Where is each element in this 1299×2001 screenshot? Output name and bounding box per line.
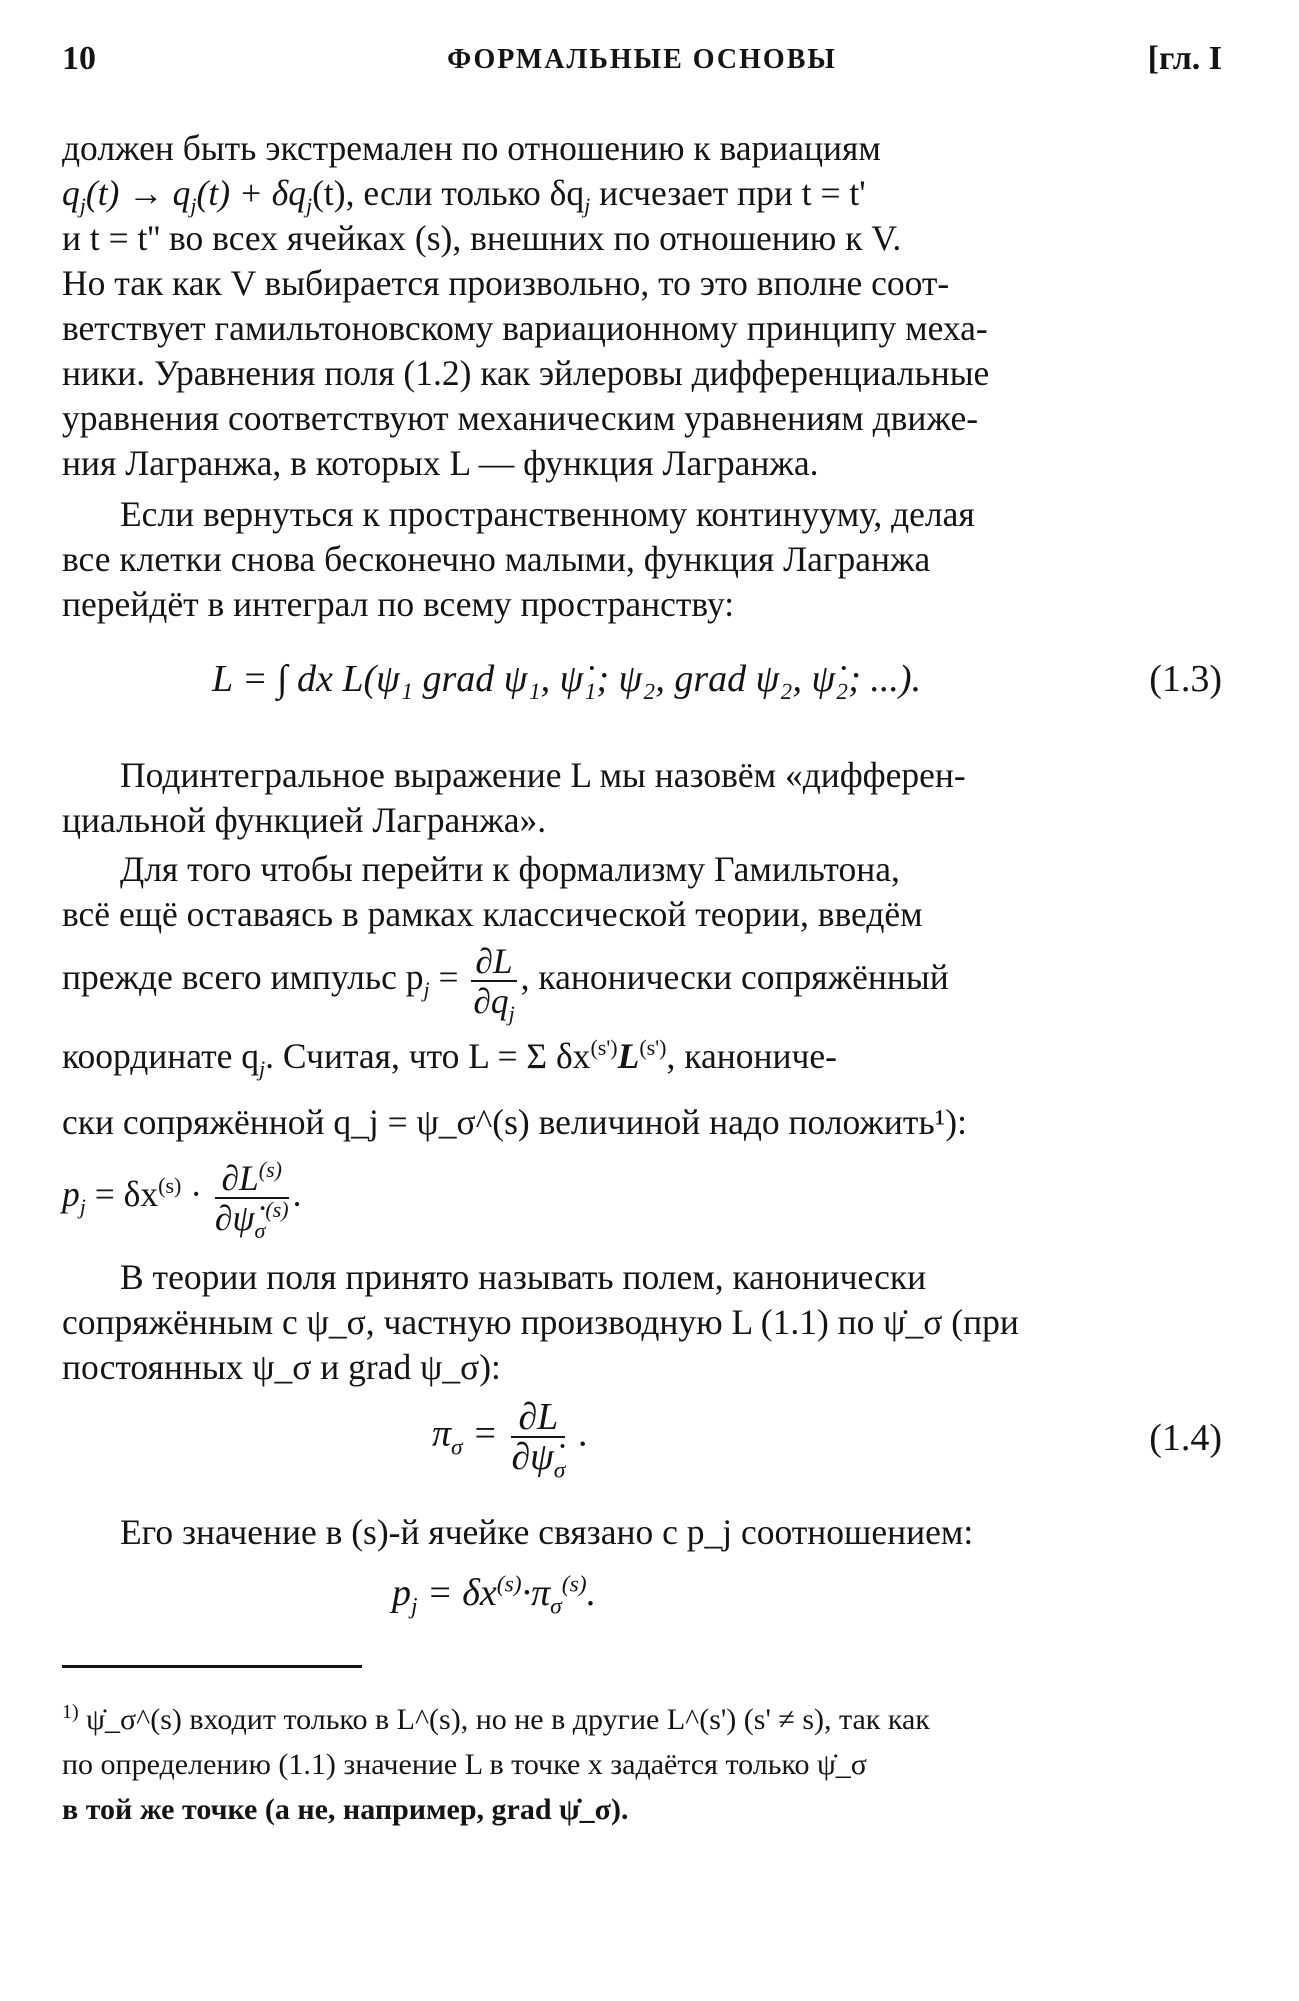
footnote-divider	[62, 1665, 362, 1668]
equation-number: (1.4)	[1149, 1416, 1222, 1459]
text-line: Если вернуться к пространственному континууму, делая	[120, 494, 975, 534]
book-page	[62, 40, 1222, 1832]
text-line: Но так как V выбирается произвольно, то это вполне соот-	[62, 263, 950, 303]
text-line: в той же точке (а не, например, grad ψ̇_σ).	[62, 1792, 629, 1826]
page-header	[62, 40, 1222, 100]
fraction: $\frac{\partial L}{\partial\psi̇_\sigma}$	[511, 1395, 566, 1484]
equation-1-4	[62, 1390, 1222, 1500]
text-line: ния Лагранжа, в которых L — функция Лагранжа.	[62, 443, 819, 483]
equation-expression: $p_j = \delta x^{(s)}\cdot\pi_\sigma^{(s)}$.	[392, 1571, 597, 1620]
text-line: все клетки снова бесконечно малыми, функция Лагранжа	[62, 539, 931, 579]
paragraph-4	[62, 847, 1222, 1243]
running-title: ФОРМАЛЬНЫЕ ОСНОВЫ	[447, 44, 837, 75]
text-line: Для того чтобы перейти к формализму Гамильтона,	[120, 849, 900, 889]
text-line: ники. Уравнения поля (1.2) как эйлеровы дифференциальные	[62, 353, 990, 393]
text-line: постоянных ψ_σ и grad ψ_σ):	[62, 1346, 501, 1387]
equation-1-3	[62, 627, 1222, 739]
text-line: Подинтегральное выражение L мы назовём «дифферен-	[120, 755, 966, 795]
paragraph-5	[62, 1255, 1222, 1390]
text-line: циальной функцией Лагранжа».	[62, 800, 547, 840]
text-line: ски сопряжённой q_j = ψ_σ^(s) величиной надо положить¹):	[62, 1101, 967, 1142]
chapter-mark: [гл. I	[1147, 40, 1222, 77]
text-line: координате $q_j$. Считая, что L = Σ $\delta x^{(s')}L^{(s')}$, канониче-	[62, 1035, 837, 1081]
text-line: и t = t'' во всех ячейках (s), внешних по отношению к V.	[62, 218, 902, 258]
equation-momentum	[62, 1555, 1222, 1635]
text-line: $^{1)}$ ψ̇_σ^(s) входит только в L^(s), но не в другие L^(s') (s' ≠ s), так как	[62, 1700, 930, 1736]
text-line: прежде всего импульс $p_j$ = $\frac{\partial L}{\partial q_j}$ , канонически сопряжённый	[62, 940, 949, 1026]
text-line: $p_j = \delta x^{(s)}$ · $\frac{\partial L^{(s)}}{\partial\psi̇_\sigma^{(s)}}$ .	[62, 1156, 302, 1243]
text-line: В теории поля принято называть полем, канонически	[120, 1256, 927, 1297]
fraction: $\frac{\partial L}{\partial q_j}$	[473, 940, 515, 1026]
paragraph-6	[62, 1510, 1222, 1555]
text-line: по определению (1.1) значение L в точке x задаётся только ψ̇_σ	[62, 1747, 867, 1781]
text-line: сопряжённым с ψ_σ, частную производную L (1.1) по ψ̇_σ (при	[62, 1301, 1019, 1342]
text-line: должен быть экстремален по отношению к вариациям	[62, 128, 881, 168]
text-line: $q_j(t) \to q_j(t) + \delta q_j(t)$, если только $\delta q_j$ исчезает при t = t'	[62, 173, 866, 219]
paragraph-2	[62, 492, 1222, 627]
paragraph-1	[62, 126, 1222, 486]
text-line: перейдёт в интеграл по всему пространству:	[62, 584, 735, 624]
footnote-mark: 1)	[62, 1700, 79, 1723]
text-line: всё ещё оставаясь в рамках классической теории, введём	[62, 894, 923, 934]
paragraph-3	[62, 753, 1222, 843]
page-number: 10	[62, 40, 96, 77]
fraction: $\frac{\partial L^{(s)}}{\partial\psi̇_\sigma^{(s)}}$	[214, 1156, 289, 1243]
text-line: уравнения соответствуют механическим уравнениям движе-	[62, 398, 979, 438]
text-line: Его значение в (s)-й ячейке связано с p_j соотношением:	[120, 1511, 974, 1552]
footnote	[62, 1690, 1222, 1832]
equation-expression: $\pi_\sigma$ = $\frac{\partial L}{\partial\psi̇_\sigma}$ .	[432, 1395, 589, 1484]
text-line: ветствует гамильтоновскому вариационному принципу меха-	[62, 308, 988, 348]
equation-expression: L = ∫ dx L(ψ₁ grad ψ₁, ψ̇₁; ψ₂, grad ψ₂, ψ̇₂; ...).	[212, 658, 922, 700]
equation-number: (1.3)	[1149, 658, 1222, 700]
